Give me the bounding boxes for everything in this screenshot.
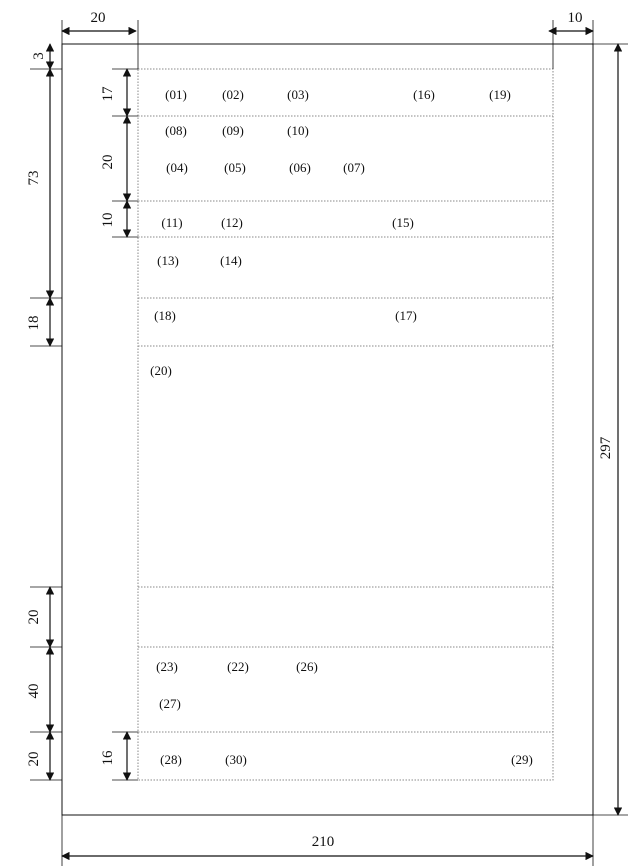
extension-lines: [30, 20, 628, 866]
field-30: (30): [225, 752, 247, 767]
dim-label-top-left: 20: [90, 10, 106, 26]
field-29: (29): [511, 752, 533, 767]
dim-label-16: 16: [100, 750, 116, 766]
field-13: (13): [157, 253, 179, 268]
field-17: (17): [395, 308, 417, 323]
dim-label-17: 17: [100, 86, 116, 102]
field-26: (26): [296, 659, 318, 674]
field-12: (12): [221, 215, 243, 230]
dim-label-40: 40: [26, 683, 42, 699]
field-05: (05): [224, 160, 246, 175]
row-separators: [138, 116, 553, 732]
field-18: (18): [154, 308, 176, 323]
dim-label-width: 210: [311, 834, 335, 850]
field-09: (09): [222, 123, 244, 138]
field-27: (27): [159, 696, 181, 711]
field-08: (08): [165, 123, 187, 138]
field-11: (11): [161, 215, 183, 230]
content-frame: [138, 69, 553, 780]
field-07: (07): [343, 160, 365, 175]
field-01: (01): [165, 87, 187, 102]
field-22: (22): [227, 659, 249, 674]
field-04: (04): [166, 160, 188, 175]
field-03: (03): [287, 87, 309, 102]
dim-label-3: 3: [31, 52, 47, 60]
field-23: (23): [156, 659, 178, 674]
dim-label-20a: 20: [26, 609, 42, 625]
dim-label-20-inner: 20: [100, 154, 116, 170]
dim-label-73: 73: [26, 170, 42, 186]
dim-label-top-right: 10: [567, 10, 583, 26]
field-06: (06): [289, 160, 311, 175]
page-outline: [62, 44, 593, 815]
field-20: (20): [150, 363, 172, 378]
dimension-labels: [26, 10, 614, 850]
dim-label-20b: 20: [26, 751, 42, 767]
dim-label-18: 18: [26, 315, 42, 331]
dim-label-10: 10: [100, 212, 116, 228]
field-labels: [150, 87, 533, 767]
field-19: (19): [489, 87, 511, 102]
dim-label-height: 297: [598, 436, 614, 460]
field-16: (16): [413, 87, 435, 102]
field-15: (15): [392, 215, 414, 230]
field-02: (02): [222, 87, 244, 102]
field-10: (10): [287, 123, 309, 138]
field-14: (14): [220, 253, 242, 268]
field-28: (28): [160, 752, 182, 767]
